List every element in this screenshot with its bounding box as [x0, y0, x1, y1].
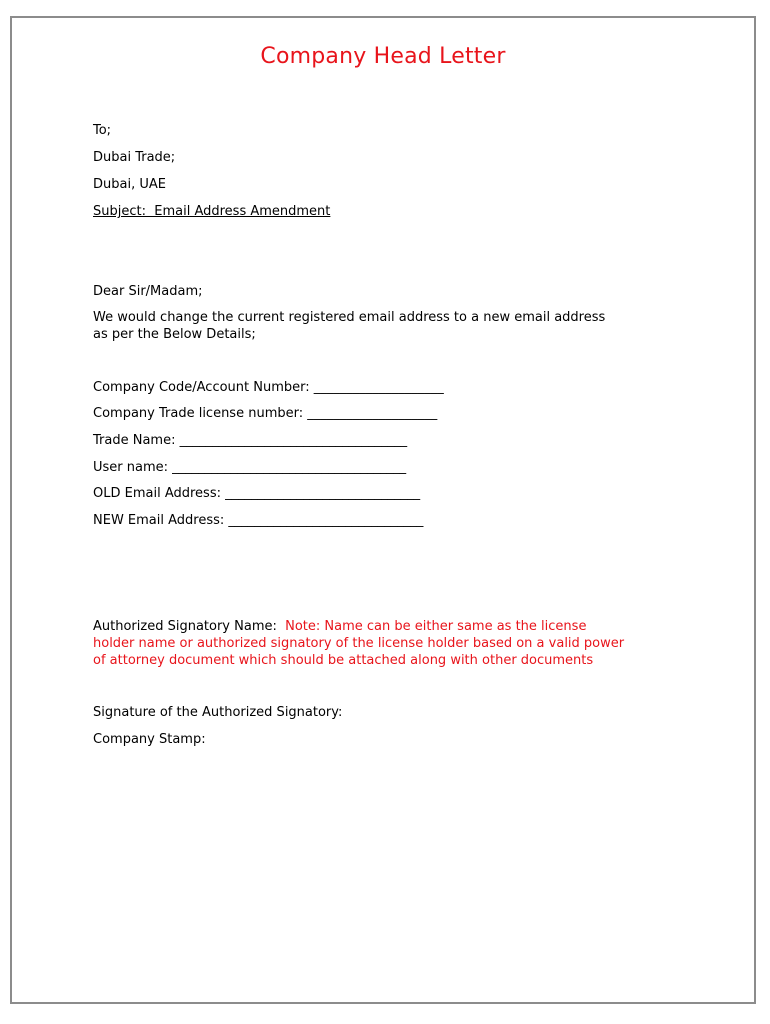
recipient-name: Dubai Trade; — [93, 150, 176, 165]
body-line-2: as per the Below Details; — [93, 327, 256, 342]
recipient-location: Dubai, UAE — [93, 177, 166, 192]
company-stamp-label: Company Stamp: — [93, 732, 206, 747]
signatory-note-line-2: holder name or authorized signatory of the license holder based on a valid power — [93, 636, 625, 651]
letter-page — [10, 16, 756, 1004]
to-label: To; — [93, 123, 112, 138]
field-trade-license: Company Trade license number: ____________________ — [93, 406, 438, 421]
signatory-note-line-1: Note: Name can be either same as the license — [285, 619, 587, 634]
field-new-email: NEW Email Address: ______________________________ — [93, 513, 424, 528]
body-line-1: We would change the current registered email address to a new email address — [93, 310, 606, 325]
letter-title: Company Head Letter — [260, 44, 506, 69]
salutation: Dear Sir/Madam; — [93, 284, 203, 299]
body-paragraph — [93, 309, 693, 343]
field-old-email: OLD Email Address: ______________________________ — [93, 486, 421, 501]
field-company-code: Company Code/Account Number: ____________________ — [93, 380, 444, 395]
signatory-row-1 — [93, 618, 693, 635]
field-trade-name: Trade Name: ___________________________________ — [93, 433, 408, 448]
signatory-label: Authorized Signatory Name: — [93, 619, 286, 634]
field-user-name: User name: ____________________________________ — [93, 460, 407, 475]
signature-label: Signature of the Authorized Signatory: — [93, 705, 343, 720]
subject-line: Subject: Email Address Amendment — [93, 204, 331, 219]
signatory-section — [93, 618, 693, 669]
signatory-note-line-3: of attorney document which should be attached along with other documents — [93, 653, 594, 668]
